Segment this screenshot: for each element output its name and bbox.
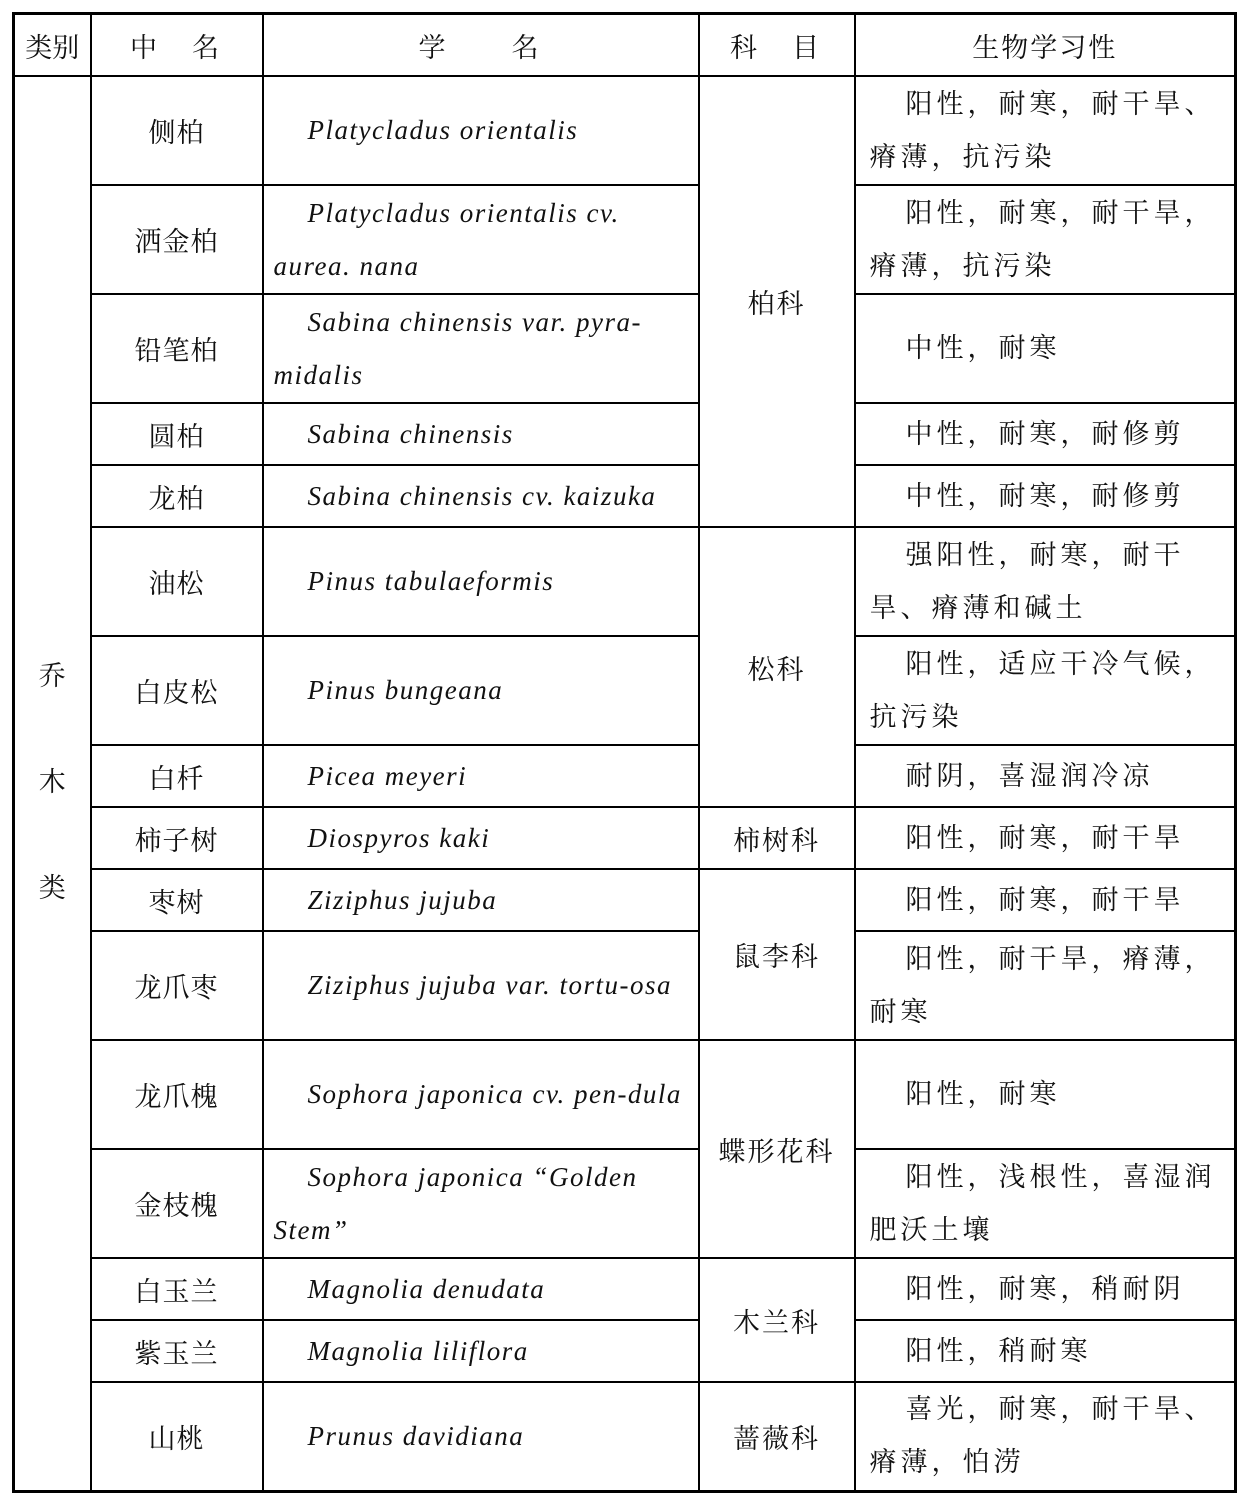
- chinese-name: 山桃: [91, 1382, 263, 1491]
- table-row: [14, 185, 1236, 294]
- scientific-name: Ziziphus jujuba var. tortu-osa: [263, 931, 699, 1040]
- category-cell: [14, 76, 91, 1491]
- habit-cell: 阳性，浅根性，喜湿润肥沃土壤: [855, 1149, 1236, 1258]
- habit-cell: 阳性，稍耐寒: [855, 1320, 1236, 1382]
- family-cell: 松科: [699, 527, 855, 807]
- habit-cell: 中性，耐寒，耐修剪: [855, 403, 1236, 465]
- category-char-1: 乔: [38, 661, 66, 693]
- habit-cell: 阳性，耐干旱，瘠薄，耐寒: [855, 931, 1236, 1040]
- scientific-name: Prunus davidiana: [263, 1382, 699, 1491]
- habit-cell: 强阳性，耐寒，耐干旱、瘠薄和碱土: [855, 527, 1236, 636]
- chinese-name: 圆柏: [91, 403, 263, 465]
- scientific-name: Sabina chinensis cv. kaizuka: [263, 465, 699, 527]
- scientific-name: Diospyros kaki: [263, 807, 699, 869]
- chinese-name: 油松: [91, 527, 263, 636]
- category-char-2: 木: [38, 767, 66, 799]
- family-cell: 蝶形花科: [699, 1040, 855, 1258]
- chinese-name: 紫玉兰: [91, 1320, 263, 1382]
- habit-cell: 阳性，耐寒，耐干旱: [855, 807, 1236, 869]
- family-cell: 蔷薇科: [699, 1382, 855, 1491]
- header-habit: 生物学习性: [855, 14, 1236, 77]
- chinese-name: 枣树: [91, 869, 263, 931]
- family-cell: 柿树科: [699, 807, 855, 869]
- habit-cell: 喜光，耐寒，耐干旱、瘠薄，怕涝: [855, 1382, 1236, 1491]
- scientific-name: Sophora japonica cv. pen-dula: [263, 1040, 699, 1149]
- table-row: [14, 76, 1236, 185]
- header-category: 类别: [14, 14, 91, 77]
- scientific-name: Picea meyeri: [263, 745, 699, 807]
- category-char-3: 类: [38, 873, 66, 905]
- family-cell: 木兰科: [699, 1258, 855, 1382]
- header-row: [14, 14, 1236, 77]
- chinese-name: 侧柏: [91, 76, 263, 185]
- table-row: [14, 869, 1236, 931]
- chinese-name: 铅笔柏: [91, 294, 263, 403]
- scientific-name: Platycladus orientalis cv. aurea. nana: [263, 185, 699, 294]
- table-row: [14, 1382, 1236, 1491]
- table-row: [14, 1258, 1236, 1320]
- table-row: [14, 403, 1236, 465]
- scientific-name: Sabina chinensis var. pyra-midalis: [263, 294, 699, 403]
- habit-cell: 阳性，耐寒，耐干旱、瘠薄，抗污染: [855, 76, 1236, 185]
- scientific-name: Magnolia liliflora: [263, 1320, 699, 1382]
- scientific-name: Pinus bungeana: [263, 636, 699, 745]
- table-row: [14, 745, 1236, 807]
- plant-table: [12, 12, 1237, 1493]
- habit-cell: 阳性，耐寒，稍耐阴: [855, 1258, 1236, 1320]
- habit-cell: 阳性，耐寒: [855, 1040, 1236, 1149]
- chinese-name: 金枝槐: [91, 1149, 263, 1258]
- chinese-name: 白杄: [91, 745, 263, 807]
- scientific-name: Sophora japonica “Golden Stem”: [263, 1149, 699, 1258]
- habit-cell: 中性，耐寒: [855, 294, 1236, 403]
- table-row: [14, 931, 1236, 1040]
- habit-cell: 阳性，耐寒，耐干旱: [855, 869, 1236, 931]
- header-family: 科 目: [699, 14, 855, 77]
- scientific-name: Magnolia denudata: [263, 1258, 699, 1320]
- scientific-name: Sabina chinensis: [263, 403, 699, 465]
- table-row: [14, 1149, 1236, 1258]
- page: [12, 12, 1234, 1480]
- habit-cell: 阳性，适应干冷气候，抗污染: [855, 636, 1236, 745]
- habit-cell: 阳性，耐寒，耐干旱，瘠薄，抗污染: [855, 185, 1236, 294]
- chinese-name: 龙柏: [91, 465, 263, 527]
- chinese-name: 柿子树: [91, 807, 263, 869]
- chinese-name: 龙爪枣: [91, 931, 263, 1040]
- table-row: [14, 527, 1236, 636]
- header-name: 中 名: [91, 14, 263, 77]
- table-row: [14, 807, 1236, 869]
- family-cell: 鼠李科: [699, 869, 855, 1040]
- scientific-name: Platycladus orientalis: [263, 76, 699, 185]
- table-row: [14, 465, 1236, 527]
- table-row: [14, 1040, 1236, 1149]
- scientific-name: Ziziphus jujuba: [263, 869, 699, 931]
- chinese-name: 白玉兰: [91, 1258, 263, 1320]
- chinese-name: 洒金柏: [91, 185, 263, 294]
- scientific-name: Pinus tabulaeformis: [263, 527, 699, 636]
- table-row: [14, 636, 1236, 745]
- table-row: [14, 1320, 1236, 1382]
- habit-cell: 耐阴，喜湿润冷凉: [855, 745, 1236, 807]
- table-row: [14, 294, 1236, 403]
- chinese-name: 白皮松: [91, 636, 263, 745]
- header-scientific: 学 名: [263, 14, 699, 77]
- chinese-name: 龙爪槐: [91, 1040, 263, 1149]
- habit-cell: 中性，耐寒，耐修剪: [855, 465, 1236, 527]
- family-cell: 柏科: [699, 76, 855, 527]
